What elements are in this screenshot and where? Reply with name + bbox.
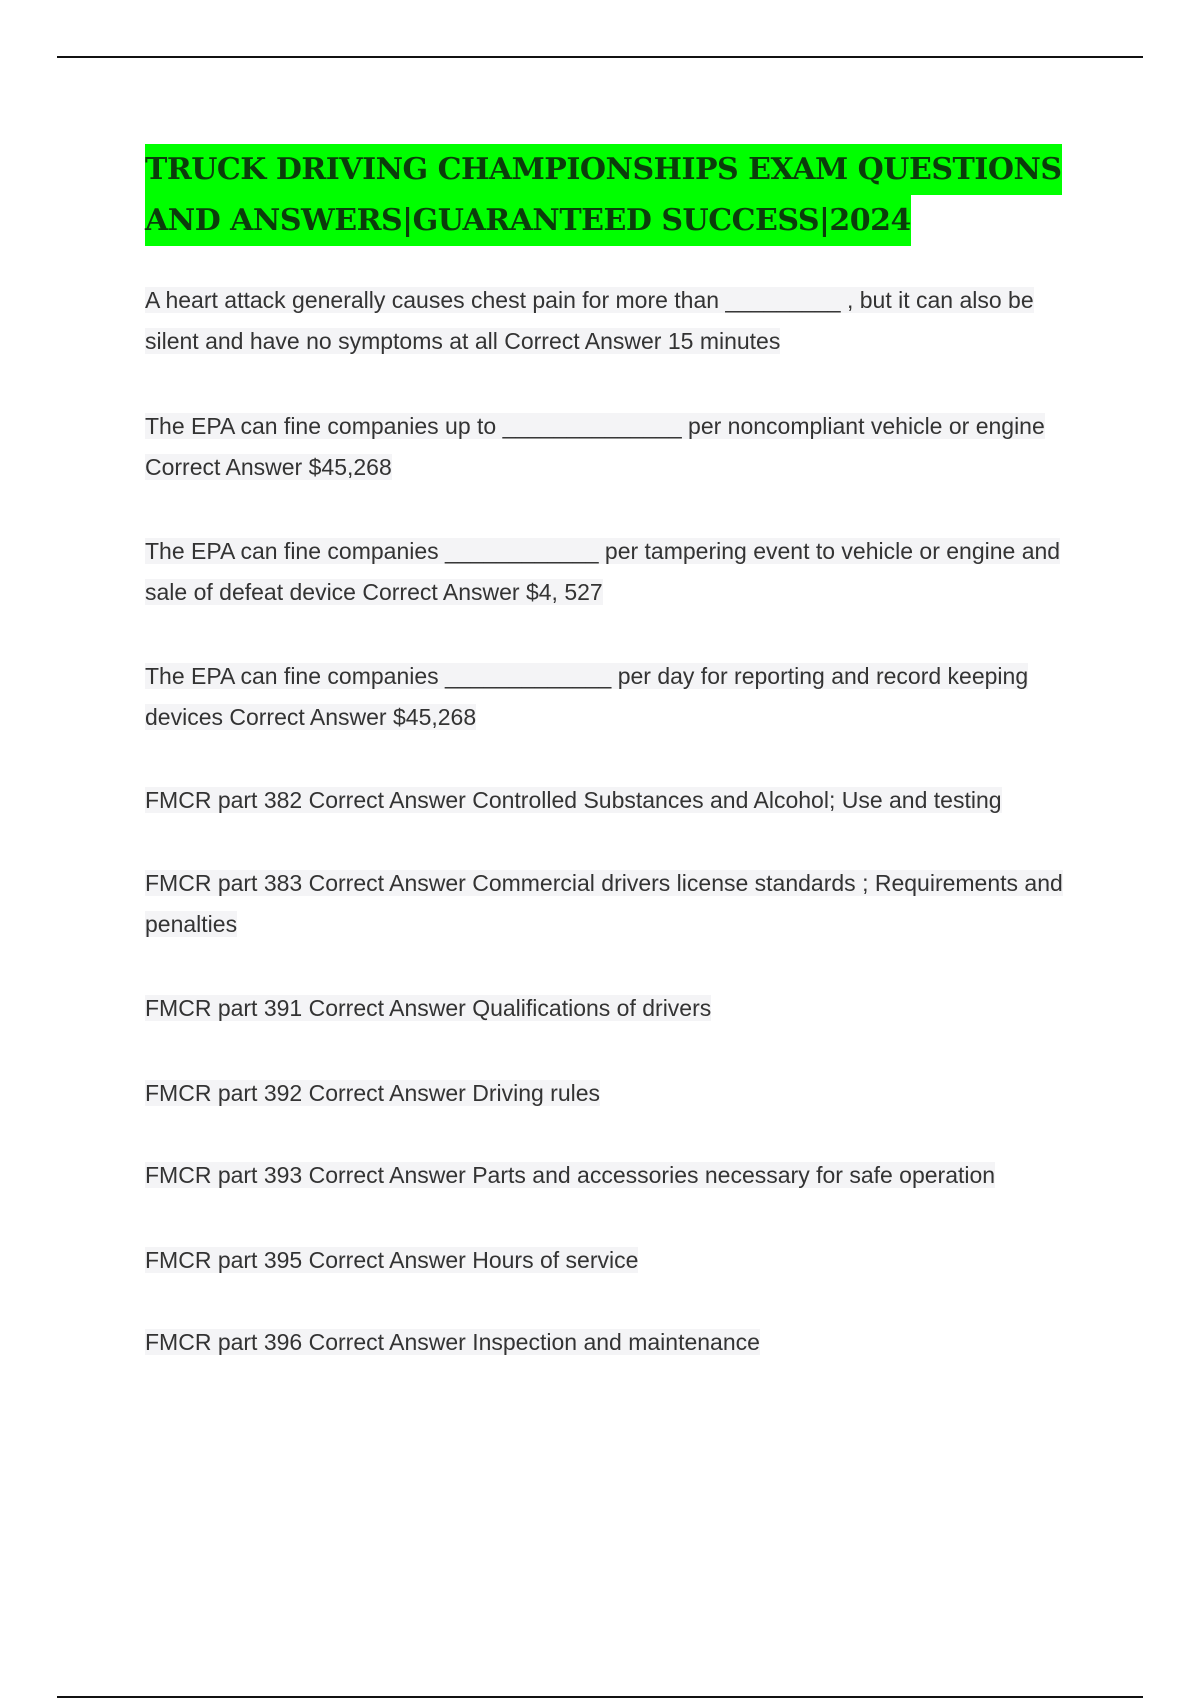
document-title (145, 144, 1065, 246)
qa-item (145, 280, 1085, 362)
title-line-1: TRUCK DRIVING CHAMPIONSHIPS EXAM QUESTIONS (145, 144, 1062, 195)
qa-text: FMCR part 391 Correct Answer Qualifications of drivers (145, 995, 712, 1021)
qa-text: The EPA can fine companies up to ______________ per noncompliant vehicle or engine Correct Answer $45,268 (145, 413, 1045, 480)
qa-item (145, 656, 1085, 738)
qa-item (145, 988, 1085, 1029)
qa-text: FMCR part 392 Correct Answer Driving rules (145, 1080, 601, 1106)
qa-item (145, 1073, 1085, 1114)
qa-item (145, 863, 1085, 945)
title-line-2: AND ANSWERS|GUARANTEED SUCCESS|2024 (145, 195, 911, 246)
bottom-rule (57, 1696, 1143, 1698)
qa-text: FMCR part 383 Correct Answer Commercial drivers license standards ; Requirements and penalties (145, 870, 1063, 937)
qa-text: The EPA can fine companies ____________ per tampering event to vehicle or engine and sale of defeat device Correct Answer $4, 527 (145, 538, 1061, 605)
qa-item (145, 1322, 1085, 1363)
qa-text: The EPA can fine companies _____________ per day for reporting and record keeping devices Correct Answer $45,268 (145, 663, 1029, 730)
qa-item (145, 1240, 1085, 1281)
qa-text: FMCR part 396 Correct Answer Inspection and maintenance (145, 1329, 760, 1355)
qa-item (145, 1155, 1085, 1196)
qa-text: FMCR part 395 Correct Answer Hours of service (145, 1247, 639, 1273)
qa-item (145, 406, 1045, 488)
top-rule (57, 56, 1143, 58)
qa-text: FMCR part 393 Correct Answer Parts and accessories necessary for safe operation (145, 1162, 996, 1188)
qa-item (145, 531, 1085, 613)
qa-text: A heart attack generally causes chest pain for more than _________ , but it can also be silent and have no symptoms at all Correct Answer 15 minutes (145, 287, 1034, 354)
qa-item (145, 780, 1085, 821)
qa-text: FMCR part 382 Correct Answer Controlled Substances and Alcohol; Use and testing (145, 787, 1002, 813)
